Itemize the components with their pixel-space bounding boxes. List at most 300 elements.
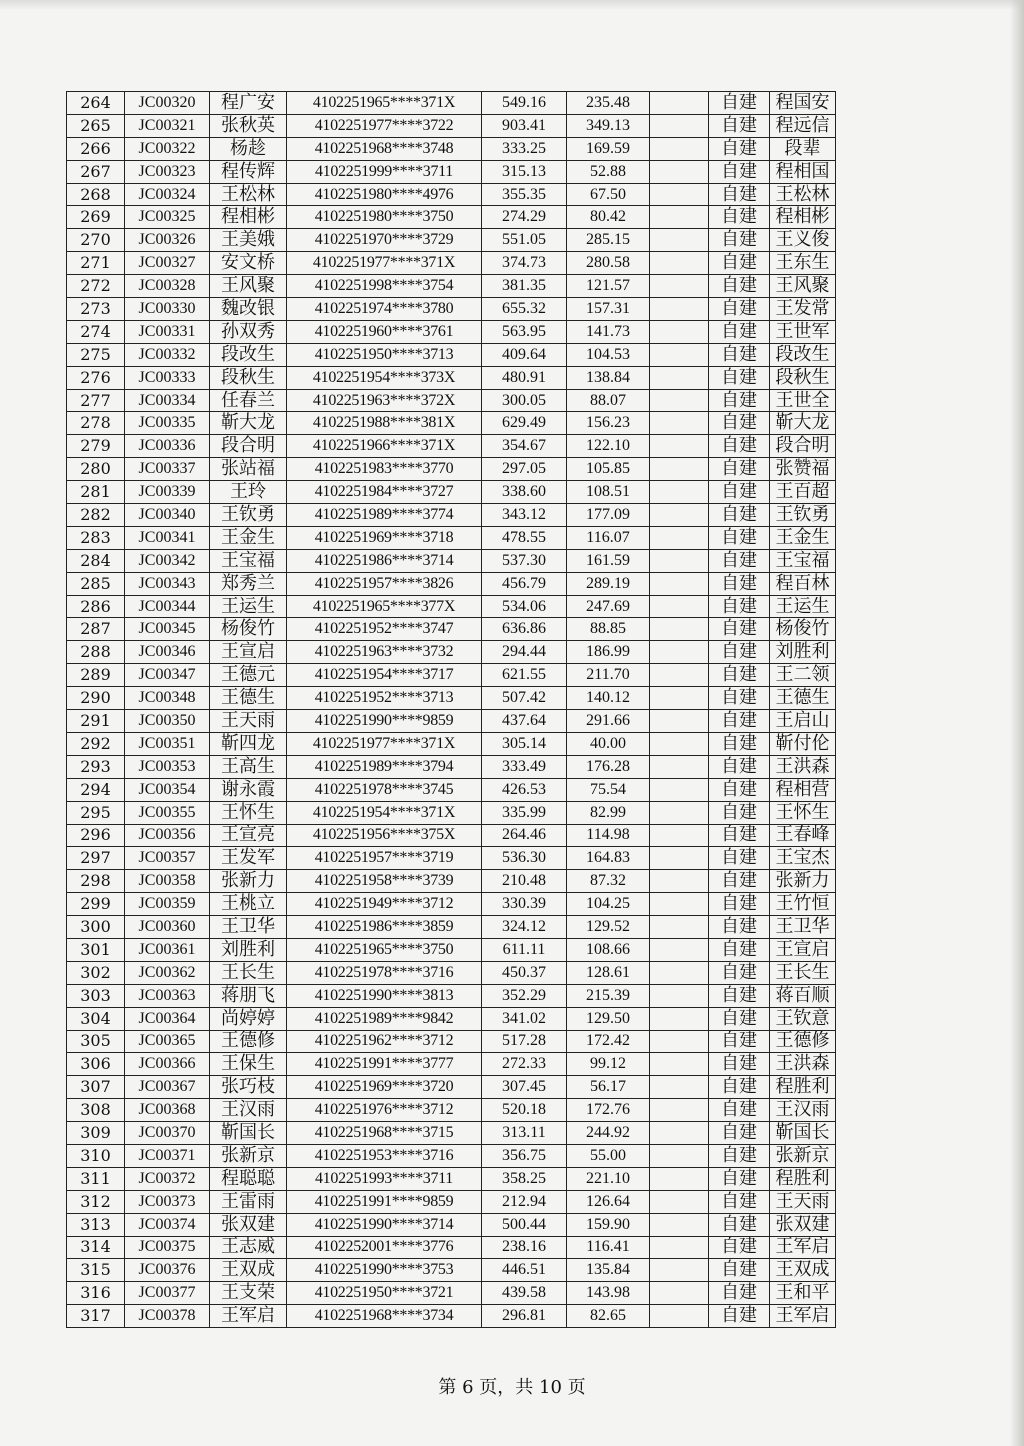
record-code-cell: JC00330 <box>125 298 210 321</box>
table-row <box>67 183 836 206</box>
build-type-cell: 自建 <box>709 1213 770 1236</box>
row-number-cell: 309 <box>67 1122 125 1145</box>
id-number-cell: 4102251977****3722 <box>287 114 482 137</box>
area-2-cell: 88.07 <box>567 389 650 412</box>
build-type-cell: 自建 <box>709 1282 770 1305</box>
id-number-cell: 4102251956****375X <box>287 824 482 847</box>
blank-cell <box>650 572 709 595</box>
record-code-cell: JC00353 <box>125 755 210 778</box>
blank-cell <box>650 229 709 252</box>
build-type-cell: 自建 <box>709 1167 770 1190</box>
row-number-cell: 296 <box>67 824 125 847</box>
person-name-cell: 靳四龙 <box>210 732 287 755</box>
person-name-cell: 蒋朋飞 <box>210 984 287 1007</box>
id-number-cell: 4102251965****3750 <box>287 938 482 961</box>
owner-name-cell: 王启山 <box>770 710 836 733</box>
build-type-cell: 自建 <box>709 618 770 641</box>
owner-name-cell: 张双建 <box>770 1213 836 1236</box>
blank-cell <box>650 526 709 549</box>
id-number-cell: 4102251989****9842 <box>287 1007 482 1030</box>
person-name-cell: 王志威 <box>210 1236 287 1259</box>
area-2-cell: 215.39 <box>567 984 650 1007</box>
id-number-cell: 4102251968****3734 <box>287 1305 482 1328</box>
blank-cell <box>650 137 709 160</box>
row-number-cell: 274 <box>67 320 125 343</box>
build-type-cell: 自建 <box>709 572 770 595</box>
owner-name-cell: 王松林 <box>770 183 836 206</box>
build-type-cell: 自建 <box>709 778 770 801</box>
record-code-cell: JC00358 <box>125 870 210 893</box>
id-number-cell: 4102251990****9859 <box>287 710 482 733</box>
record-code-cell: JC00321 <box>125 114 210 137</box>
blank-cell <box>650 870 709 893</box>
area-1-cell: 456.79 <box>482 572 567 595</box>
blank-cell <box>650 824 709 847</box>
record-code-cell: JC00332 <box>125 343 210 366</box>
area-2-cell: 126.64 <box>567 1190 650 1213</box>
record-code-cell: JC00366 <box>125 1053 210 1076</box>
area-1-cell: 500.44 <box>482 1213 567 1236</box>
owner-name-cell: 蒋百顺 <box>770 984 836 1007</box>
row-number-cell: 308 <box>67 1099 125 1122</box>
blank-cell <box>650 252 709 275</box>
person-name-cell: 王怀生 <box>210 801 287 824</box>
build-type-cell: 自建 <box>709 114 770 137</box>
id-number-cell: 4102251986****3859 <box>287 916 482 939</box>
area-2-cell: 161.59 <box>567 549 650 572</box>
blank-cell <box>650 1053 709 1076</box>
build-type-cell: 自建 <box>709 824 770 847</box>
row-number-cell: 301 <box>67 938 125 961</box>
person-name-cell: 王美娥 <box>210 229 287 252</box>
id-number-cell: 4102251954****373X <box>287 366 482 389</box>
build-type-cell: 自建 <box>709 137 770 160</box>
id-number-cell: 4102251957****3826 <box>287 572 482 595</box>
owner-name-cell: 王军启 <box>770 1305 836 1328</box>
table-row <box>67 778 836 801</box>
record-code-cell: JC00368 <box>125 1099 210 1122</box>
id-number-cell: 4102251963****3732 <box>287 641 482 664</box>
area-1-cell: 210.48 <box>482 870 567 893</box>
row-number-cell: 293 <box>67 755 125 778</box>
person-name-cell: 张秋英 <box>210 114 287 137</box>
person-name-cell: 王风聚 <box>210 275 287 298</box>
owner-name-cell: 靳大龙 <box>770 412 836 435</box>
table-row <box>67 961 836 984</box>
area-1-cell: 212.94 <box>482 1190 567 1213</box>
id-number-cell: 4102251952****3747 <box>287 618 482 641</box>
record-code-cell: JC00373 <box>125 1190 210 1213</box>
record-code-cell: JC00339 <box>125 481 210 504</box>
row-number-cell: 312 <box>67 1190 125 1213</box>
area-1-cell: 358.25 <box>482 1167 567 1190</box>
build-type-cell: 自建 <box>709 1122 770 1145</box>
person-name-cell: 王卫华 <box>210 916 287 939</box>
area-1-cell: 374.73 <box>482 252 567 275</box>
id-number-cell: 4102251991****9859 <box>287 1190 482 1213</box>
id-number-cell: 4102251965****371X <box>287 92 482 115</box>
area-1-cell: 437.64 <box>482 710 567 733</box>
table-row <box>67 1259 836 1282</box>
id-number-cell: 4102251954****371X <box>287 801 482 824</box>
build-type-cell: 自建 <box>709 1190 770 1213</box>
id-number-cell: 4102251989****3774 <box>287 504 482 527</box>
table-row <box>67 710 836 733</box>
area-1-cell: 536.30 <box>482 847 567 870</box>
blank-cell <box>650 183 709 206</box>
owner-name-cell: 王宝杰 <box>770 847 836 870</box>
table-row <box>67 206 836 229</box>
build-type-cell: 自建 <box>709 526 770 549</box>
blank-cell <box>650 710 709 733</box>
row-number-cell: 294 <box>67 778 125 801</box>
blank-cell <box>650 458 709 481</box>
row-number-cell: 305 <box>67 1030 125 1053</box>
person-name-cell: 谢永霞 <box>210 778 287 801</box>
record-code-cell: JC00323 <box>125 160 210 183</box>
row-number-cell: 303 <box>67 984 125 1007</box>
area-2-cell: 80.42 <box>567 206 650 229</box>
area-1-cell: 335.99 <box>482 801 567 824</box>
owner-name-cell: 靳国长 <box>770 1122 836 1145</box>
row-number-cell: 264 <box>67 92 125 115</box>
row-number-cell: 287 <box>67 618 125 641</box>
table-row <box>67 343 836 366</box>
area-2-cell: 87.32 <box>567 870 650 893</box>
owner-name-cell: 程胜利 <box>770 1076 836 1099</box>
build-type-cell: 自建 <box>709 847 770 870</box>
row-number-cell: 290 <box>67 687 125 710</box>
row-number-cell: 271 <box>67 252 125 275</box>
area-1-cell: 315.13 <box>482 160 567 183</box>
person-name-cell: 张新力 <box>210 870 287 893</box>
person-name-cell: 王高生 <box>210 755 287 778</box>
table-row <box>67 938 836 961</box>
row-number-cell: 269 <box>67 206 125 229</box>
area-1-cell: 478.55 <box>482 526 567 549</box>
owner-name-cell: 张赞福 <box>770 458 836 481</box>
id-number-cell: 4102251952****3713 <box>287 687 482 710</box>
row-number-cell: 282 <box>67 504 125 527</box>
build-type-cell: 自建 <box>709 206 770 229</box>
build-type-cell: 自建 <box>709 412 770 435</box>
build-type-cell: 自建 <box>709 504 770 527</box>
record-code-cell: JC00359 <box>125 893 210 916</box>
record-code-cell: JC00342 <box>125 549 210 572</box>
area-1-cell: 629.49 <box>482 412 567 435</box>
build-type-cell: 自建 <box>709 389 770 412</box>
area-2-cell: 141.73 <box>567 320 650 343</box>
table-row <box>67 458 836 481</box>
id-number-cell: 4102251963****372X <box>287 389 482 412</box>
row-number-cell: 280 <box>67 458 125 481</box>
owner-name-cell: 杨俊竹 <box>770 618 836 641</box>
record-code-cell: JC00360 <box>125 916 210 939</box>
person-name-cell: 王玲 <box>210 481 287 504</box>
owner-name-cell: 王汉雨 <box>770 1099 836 1122</box>
area-1-cell: 549.16 <box>482 92 567 115</box>
person-name-cell: 郑秀兰 <box>210 572 287 595</box>
person-name-cell: 王汉雨 <box>210 1099 287 1122</box>
table-row <box>67 298 836 321</box>
person-name-cell: 王保生 <box>210 1053 287 1076</box>
build-type-cell: 自建 <box>709 870 770 893</box>
owner-name-cell: 王世全 <box>770 389 836 412</box>
row-number-cell: 286 <box>67 595 125 618</box>
blank-cell <box>650 916 709 939</box>
area-2-cell: 52.88 <box>567 160 650 183</box>
area-2-cell: 99.12 <box>567 1053 650 1076</box>
person-name-cell: 尚婷婷 <box>210 1007 287 1030</box>
blank-cell <box>650 1305 709 1328</box>
area-2-cell: 159.90 <box>567 1213 650 1236</box>
area-1-cell: 272.33 <box>482 1053 567 1076</box>
owner-name-cell: 张新京 <box>770 1144 836 1167</box>
id-number-cell: 4102251974****3780 <box>287 298 482 321</box>
area-2-cell: 172.76 <box>567 1099 650 1122</box>
area-1-cell: 551.05 <box>482 229 567 252</box>
table-row <box>67 664 836 687</box>
table-row <box>67 137 836 160</box>
owner-name-cell: 程远信 <box>770 114 836 137</box>
id-number-cell: 4102251966****371X <box>287 435 482 458</box>
person-name-cell: 靳国长 <box>210 1122 287 1145</box>
id-number-cell: 4102251958****3739 <box>287 870 482 893</box>
page-footer: 第 6 页，共 10 页 <box>438 1377 586 1398</box>
table-row <box>67 366 836 389</box>
table-row <box>67 1122 836 1145</box>
person-name-cell: 段改生 <box>210 343 287 366</box>
row-number-cell: 272 <box>67 275 125 298</box>
record-code-cell: JC00364 <box>125 1007 210 1030</box>
blank-cell <box>650 1190 709 1213</box>
table-row <box>67 114 836 137</box>
area-1-cell: 238.16 <box>482 1236 567 1259</box>
row-number-cell: 278 <box>67 412 125 435</box>
build-type-cell: 自建 <box>709 961 770 984</box>
build-type-cell: 自建 <box>709 664 770 687</box>
build-type-cell: 自建 <box>709 984 770 1007</box>
id-number-cell: 4102251991****3777 <box>287 1053 482 1076</box>
person-name-cell: 王钦勇 <box>210 504 287 527</box>
blank-cell <box>650 435 709 458</box>
owner-name-cell: 王洪森 <box>770 1053 836 1076</box>
row-number-cell: 316 <box>67 1282 125 1305</box>
id-number-cell: 4102251954****3717 <box>287 664 482 687</box>
blank-cell <box>650 504 709 527</box>
person-name-cell: 程广安 <box>210 92 287 115</box>
area-2-cell: 244.92 <box>567 1122 650 1145</box>
owner-name-cell: 段辈 <box>770 137 836 160</box>
record-code-cell: JC00334 <box>125 389 210 412</box>
build-type-cell: 自建 <box>709 183 770 206</box>
person-name-cell: 张巧枝 <box>210 1076 287 1099</box>
blank-cell <box>650 687 709 710</box>
record-code-cell: JC00340 <box>125 504 210 527</box>
area-1-cell: 636.86 <box>482 618 567 641</box>
row-number-cell: 266 <box>67 137 125 160</box>
row-number-cell: 291 <box>67 710 125 733</box>
area-1-cell: 426.53 <box>482 778 567 801</box>
area-2-cell: 143.98 <box>567 1282 650 1305</box>
table-row <box>67 435 836 458</box>
records-table-body <box>67 92 836 1328</box>
record-code-cell: JC00355 <box>125 801 210 824</box>
area-1-cell: 520.18 <box>482 1099 567 1122</box>
area-2-cell: 235.48 <box>567 92 650 115</box>
area-1-cell: 480.91 <box>482 366 567 389</box>
area-1-cell: 534.06 <box>482 595 567 618</box>
table-row <box>67 687 836 710</box>
record-code-cell: JC00327 <box>125 252 210 275</box>
build-type-cell: 自建 <box>709 435 770 458</box>
person-name-cell: 程聪聪 <box>210 1167 287 1190</box>
blank-cell <box>650 1259 709 1282</box>
table-row <box>67 1030 836 1053</box>
person-name-cell: 王德生 <box>210 687 287 710</box>
row-number-cell: 307 <box>67 1076 125 1099</box>
area-1-cell: 274.29 <box>482 206 567 229</box>
area-1-cell: 563.95 <box>482 320 567 343</box>
id-number-cell: 4102251969****3718 <box>287 526 482 549</box>
owner-name-cell: 王世军 <box>770 320 836 343</box>
id-number-cell: 4102251960****3761 <box>287 320 482 343</box>
record-code-cell: JC00346 <box>125 641 210 664</box>
area-1-cell: 355.35 <box>482 183 567 206</box>
blank-cell <box>650 1167 709 1190</box>
record-code-cell: JC00362 <box>125 961 210 984</box>
record-code-cell: JC00363 <box>125 984 210 1007</box>
build-type-cell: 自建 <box>709 320 770 343</box>
row-number-cell: 297 <box>67 847 125 870</box>
table-row <box>67 1099 836 1122</box>
table-row <box>67 641 836 664</box>
person-name-cell: 段合明 <box>210 435 287 458</box>
row-number-cell: 310 <box>67 1144 125 1167</box>
id-number-cell: 4102251953****3716 <box>287 1144 482 1167</box>
owner-name-cell: 王竹恒 <box>770 893 836 916</box>
table-row <box>67 389 836 412</box>
person-name-cell: 王雷雨 <box>210 1190 287 1213</box>
table-row <box>67 1007 836 1030</box>
id-number-cell: 4102251977****371X <box>287 732 482 755</box>
person-name-cell: 王德修 <box>210 1030 287 1053</box>
record-code-cell: JC00331 <box>125 320 210 343</box>
id-number-cell: 4102251968****3715 <box>287 1122 482 1145</box>
area-2-cell: 75.54 <box>567 778 650 801</box>
record-code-cell: JC00343 <box>125 572 210 595</box>
record-code-cell: JC00344 <box>125 595 210 618</box>
area-1-cell: 343.12 <box>482 504 567 527</box>
area-2-cell: 285.15 <box>567 229 650 252</box>
blank-cell <box>650 618 709 641</box>
area-2-cell: 156.23 <box>567 412 650 435</box>
area-2-cell: 116.41 <box>567 1236 650 1259</box>
id-number-cell: 4102251998****3754 <box>287 275 482 298</box>
build-type-cell: 自建 <box>709 710 770 733</box>
area-2-cell: 349.13 <box>567 114 650 137</box>
row-number-cell: 277 <box>67 389 125 412</box>
build-type-cell: 自建 <box>709 1007 770 1030</box>
row-number-cell: 304 <box>67 1007 125 1030</box>
table-row <box>67 1305 836 1328</box>
table-row <box>67 618 836 641</box>
area-2-cell: 135.84 <box>567 1259 650 1282</box>
blank-cell <box>650 412 709 435</box>
row-number-cell: 285 <box>67 572 125 595</box>
owner-name-cell: 王钦勇 <box>770 504 836 527</box>
build-type-cell: 自建 <box>709 641 770 664</box>
area-2-cell: 140.12 <box>567 687 650 710</box>
record-code-cell: JC00351 <box>125 732 210 755</box>
id-number-cell: 4102251980****4976 <box>287 183 482 206</box>
build-type-cell: 自建 <box>709 1030 770 1053</box>
table-row <box>67 160 836 183</box>
record-code-cell: JC00376 <box>125 1259 210 1282</box>
area-1-cell: 300.05 <box>482 389 567 412</box>
build-type-cell: 自建 <box>709 366 770 389</box>
row-number-cell: 275 <box>67 343 125 366</box>
scan-edge-top <box>0 0 1024 10</box>
area-2-cell: 105.85 <box>567 458 650 481</box>
owner-name-cell: 程相国 <box>770 160 836 183</box>
record-code-cell: JC00347 <box>125 664 210 687</box>
row-number-cell: 306 <box>67 1053 125 1076</box>
blank-cell <box>650 366 709 389</box>
row-number-cell: 315 <box>67 1259 125 1282</box>
owner-name-cell: 王风聚 <box>770 275 836 298</box>
blank-cell <box>650 755 709 778</box>
owner-name-cell: 段合明 <box>770 435 836 458</box>
owner-name-cell: 王军启 <box>770 1236 836 1259</box>
record-code-cell: JC00325 <box>125 206 210 229</box>
table-row <box>67 320 836 343</box>
id-number-cell: 4102251957****3719 <box>287 847 482 870</box>
person-name-cell: 王宝福 <box>210 549 287 572</box>
table-row <box>67 1076 836 1099</box>
person-name-cell: 孙双秀 <box>210 320 287 343</box>
blank-cell <box>650 893 709 916</box>
row-number-cell: 311 <box>67 1167 125 1190</box>
area-2-cell: 289.19 <box>567 572 650 595</box>
build-type-cell: 自建 <box>709 938 770 961</box>
build-type-cell: 自建 <box>709 343 770 366</box>
table-row <box>67 229 836 252</box>
area-1-cell: 611.11 <box>482 938 567 961</box>
area-2-cell: 177.09 <box>567 504 650 527</box>
id-number-cell: 4102251980****3750 <box>287 206 482 229</box>
row-number-cell: 284 <box>67 549 125 572</box>
record-code-cell: JC00365 <box>125 1030 210 1053</box>
area-1-cell: 354.67 <box>482 435 567 458</box>
id-number-cell: 4102251999****3711 <box>287 160 482 183</box>
row-number-cell: 283 <box>67 526 125 549</box>
area-1-cell: 294.44 <box>482 641 567 664</box>
area-2-cell: 114.98 <box>567 824 650 847</box>
person-name-cell: 程相彬 <box>210 206 287 229</box>
row-number-cell: 276 <box>67 366 125 389</box>
table-row <box>67 1236 836 1259</box>
area-2-cell: 291.66 <box>567 710 650 733</box>
blank-cell <box>650 984 709 1007</box>
build-type-cell: 自建 <box>709 549 770 572</box>
blank-cell <box>650 320 709 343</box>
record-code-cell: JC00374 <box>125 1213 210 1236</box>
owner-name-cell: 靳付伦 <box>770 732 836 755</box>
blank-cell <box>650 732 709 755</box>
blank-cell <box>650 275 709 298</box>
row-number-cell: 298 <box>67 870 125 893</box>
